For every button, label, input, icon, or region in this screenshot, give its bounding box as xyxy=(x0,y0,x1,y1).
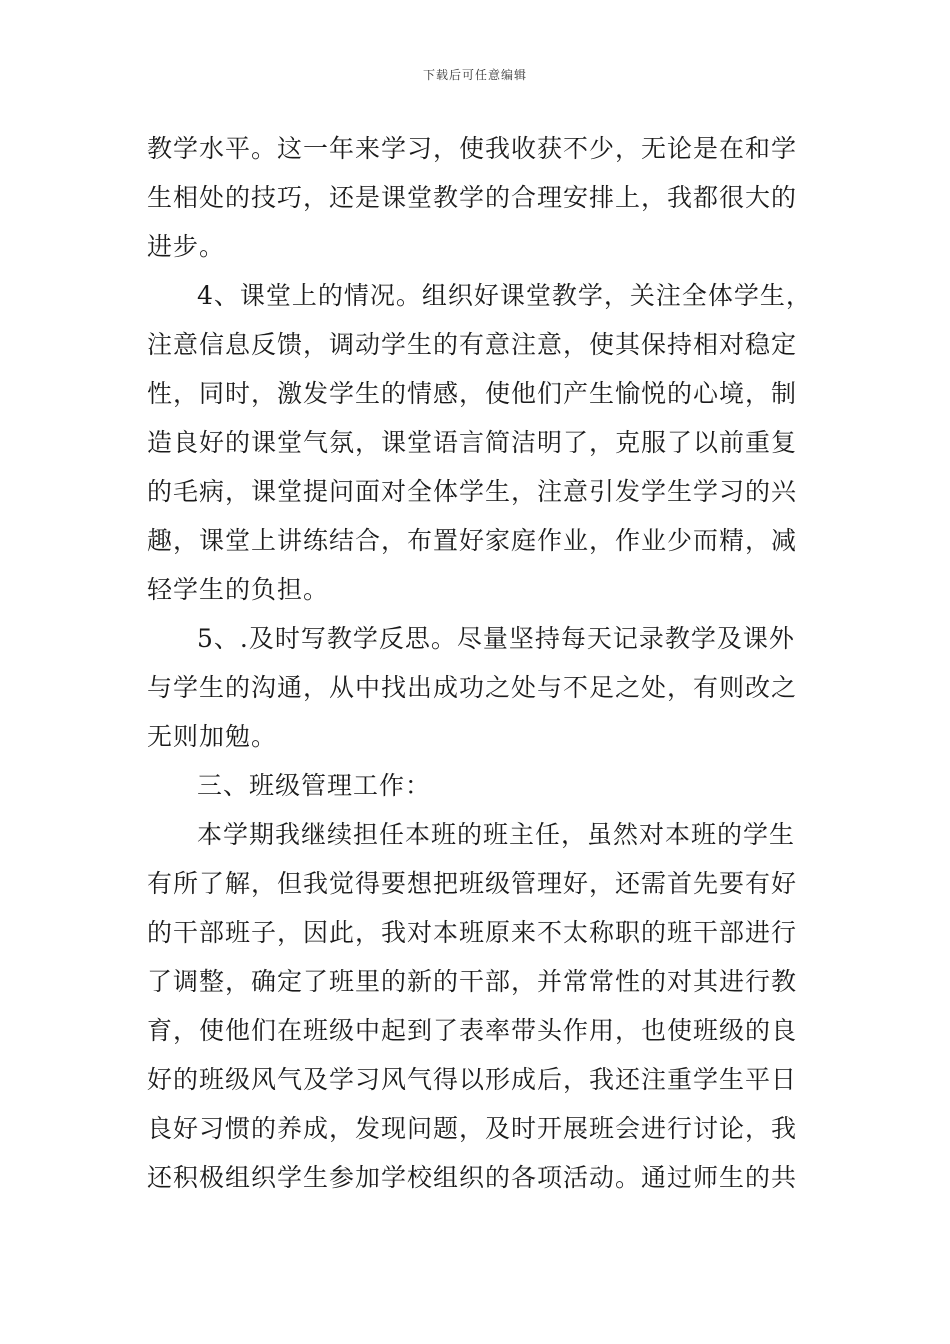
text-line: 育，使他们在班级中起到了表率带头作用，也使班级的良 xyxy=(147,1016,798,1045)
text-line: 生相处的技巧，还是课堂教学的合理安排上，我都很大的 xyxy=(147,183,798,212)
paragraph-classroom-situation xyxy=(147,271,812,614)
text-line: 造良好的课堂气氛，课堂语言简洁明了，克服了以前重复 xyxy=(147,428,798,457)
text-line: 注意信息反馈，调动学生的有意注意，使其保持相对稳定 xyxy=(147,330,798,359)
text-line: 还积极组织学生参加学校组织的各项活动。通过师生的共 xyxy=(147,1163,798,1192)
text-line: 轻学生的负担。 xyxy=(147,575,330,604)
text-line: 教学水平。这一年来学习，使我收获不少，无论是在和学 xyxy=(147,134,798,163)
paragraph-teaching-level xyxy=(147,124,807,271)
text-line: 的毛病，课堂提问面对全体学生，注意引发学生学习的兴 xyxy=(147,477,798,506)
paragraph-class-management xyxy=(147,810,807,1202)
text-line: 性，同时，激发学生的情感，使他们产生愉悦的心境，制 xyxy=(147,379,798,408)
paragraph-teaching-reflection xyxy=(147,614,807,761)
text-line: 与学生的沟通，从中找出成功之处与不足之处，有则改之 xyxy=(147,673,798,702)
document-body xyxy=(147,124,812,1202)
text-line: 好的班级风气及学习风气得以形成后，我还注重学生平日 xyxy=(147,1065,798,1094)
text-line: 5、.及时写教学反思。尽量坚持每天记录教学及课外 xyxy=(197,624,795,653)
section-heading: 三、班级管理工作： xyxy=(197,771,432,800)
text-line: 的干部班子，因此，我对本班原来不太称职的班干部进行 xyxy=(147,918,798,947)
section-heading-class-management xyxy=(147,761,807,810)
text-line: 进步。 xyxy=(147,232,226,261)
text-line: 无则加勉。 xyxy=(147,722,278,751)
text-line: 本学期我继续担任本班的班主任，虽然对本班的学生 xyxy=(197,820,796,849)
text-line: 有所了解，但我觉得要想把班级管理好，还需首先要有好 xyxy=(147,869,798,898)
text-line: 趣，课堂上讲练结合，布置好家庭作业，作业少而精，减 xyxy=(147,526,798,555)
text-line: 良好习惯的养成，发现问题，及时开展班会进行讨论，我 xyxy=(147,1114,798,1143)
text-line: 了调整，确定了班里的新的干部，并常常性的对其进行教 xyxy=(147,967,798,996)
page-header: 下载后可任意编辑 xyxy=(422,68,527,82)
text-line: 4、课堂上的情况。组织好课堂教学，关注全体学生， xyxy=(197,281,812,310)
